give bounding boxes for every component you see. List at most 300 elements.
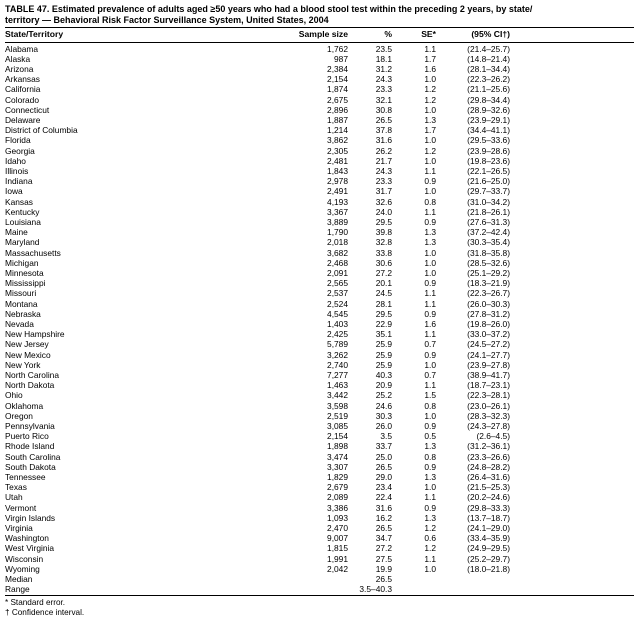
cell-state: Delaware [5, 114, 41, 125]
cell-percent: 25.9 [375, 349, 392, 360]
cell-sample-size: 2,675 [327, 94, 348, 105]
cell-ci: (21.1–25.6) [467, 84, 510, 95]
cell-state: New York [5, 359, 41, 370]
cell-percent: 24.3 [375, 74, 392, 85]
cell-sample-size: 1,403 [327, 318, 348, 329]
cell-sample-size: 3,682 [327, 247, 348, 258]
cell-state: Mississippi [5, 278, 46, 289]
cell-sample-size: 1,843 [327, 165, 348, 176]
cell-sample-size: 2,524 [327, 298, 348, 309]
cell-percent: 20.9 [375, 380, 392, 391]
cell-sample-size: 2,740 [327, 359, 348, 370]
cell-spacer [510, 54, 634, 64]
cell-ci: (38.9–41.7) [467, 370, 510, 380]
cell-percent: 23.3 [375, 84, 392, 95]
cell-se: 1.0 [424, 135, 436, 146]
cell-ci: (27.8–31.2) [467, 308, 510, 319]
table-row [5, 288, 634, 298]
cell-percent: 22.9 [375, 318, 392, 329]
cell-percent: 39.8 [375, 227, 392, 238]
cell-sample-size: 2,491 [327, 186, 348, 197]
cell-percent: 27.5 [375, 553, 392, 564]
cell-se: 1.7 [424, 53, 436, 64]
cell-ci: (25.2–29.7) [467, 553, 510, 564]
cell-sample-size: 2,425 [327, 329, 348, 340]
table-row [5, 543, 634, 553]
cell-ci: (21.5–25.3) [467, 482, 510, 493]
footnote-standard-error: * Standard error. [5, 598, 66, 608]
cell-spacer [510, 492, 634, 502]
cell-state: Massachusetts [5, 247, 61, 258]
cell-se: 0.9 [424, 308, 436, 319]
table-row [5, 197, 634, 207]
table-row [5, 64, 634, 74]
cell-sample-size: 1,815 [327, 543, 348, 554]
cell-ci: (31.0–34.2) [467, 196, 510, 207]
cell-ci: (18.7–23.1) [467, 380, 510, 391]
cell-spacer [510, 64, 634, 74]
cell-percent: 33.7 [375, 441, 392, 452]
table-row [5, 319, 634, 329]
cell-percent: 40.3 [375, 370, 392, 380]
cell-percent: 23.4 [375, 482, 392, 493]
cell-spacer [510, 166, 634, 176]
cell-state: Virgin Islands [5, 512, 56, 523]
cell-percent: 26.2 [375, 145, 392, 156]
cell-sample-size: 2,305 [327, 145, 348, 156]
cell-spacer [510, 95, 634, 105]
cell-se: 1.0 [424, 410, 436, 421]
cell-sample-size: 2,481 [327, 155, 348, 166]
cell-percent: 25.0 [375, 451, 392, 462]
cell-ci: (29.5–33.6) [467, 135, 510, 146]
table-row [5, 462, 634, 472]
cell-state: New Mexico [5, 349, 51, 360]
cell-spacer [510, 105, 634, 115]
cell-ci: (28.3–32.3) [467, 410, 510, 421]
cell-ci: (24.3–27.8) [467, 421, 510, 432]
cell-spacer [510, 135, 634, 145]
cell-se: 0.9 [424, 421, 436, 432]
table-title [5, 4, 634, 25]
cell-se: 1.1 [424, 298, 436, 309]
cell-percent: 30.3 [375, 410, 392, 421]
cell-spacer [510, 370, 634, 380]
cell-ci: (20.2–24.6) [467, 492, 510, 503]
cell-spacer [510, 380, 634, 390]
cell-percent: 35.1 [375, 329, 392, 340]
cell-spacer [510, 513, 634, 523]
cell-state: Range [5, 584, 230, 596]
cell-sample-size: 1,874 [327, 84, 348, 95]
cell-percent: 22.4 [375, 492, 392, 503]
cell-ci: (18.3–21.9) [467, 278, 510, 289]
table-row [5, 125, 634, 135]
cell-se: 0.9 [424, 461, 436, 472]
cell-sample-size: 2,978 [327, 176, 348, 187]
cell-state: Iowa [5, 186, 23, 197]
cell-sample-size: 3,085 [327, 421, 348, 432]
table-row [5, 299, 634, 309]
table-row [5, 248, 634, 258]
footnotes [5, 598, 634, 618]
cell-sample-size [230, 574, 348, 584]
cell-percent: 25.9 [375, 339, 392, 350]
cell-state: West Virginia [5, 543, 55, 554]
table-row [5, 54, 634, 64]
cell-spacer [510, 74, 634, 84]
cell-percent: 24.3 [375, 165, 392, 176]
cell-sample-size: 2,154 [327, 74, 348, 85]
cell-percent: 33.8 [375, 247, 392, 258]
summary-row [5, 584, 634, 596]
table-row [5, 156, 634, 166]
cell-spacer [510, 248, 634, 258]
cell-ci: (22.1–26.5) [467, 165, 510, 176]
cell-spacer [510, 319, 634, 329]
cell-percent: 32.8 [375, 237, 392, 248]
cell-spacer [510, 186, 634, 196]
cell-se: 1.0 [424, 267, 436, 278]
cell-se: 1.2 [424, 84, 436, 95]
cell-state: Indiana [5, 176, 33, 187]
table-row [5, 115, 634, 125]
cell-state: Pennsylvania [5, 421, 55, 432]
cell-se: 1.0 [424, 247, 436, 258]
cell-state: Median [5, 574, 33, 585]
cell-state: Kansas [5, 196, 33, 207]
column-header-spacer [510, 28, 634, 43]
cell-se: 1.1 [424, 380, 436, 391]
table-row [5, 105, 634, 115]
cell-state: Virginia [5, 523, 33, 534]
cell-ci: (18.0–21.8) [467, 563, 510, 574]
cell-percent: 18.1 [375, 53, 392, 64]
cell-percent: 29.5 [375, 216, 392, 227]
cell-state: Michigan [5, 257, 39, 268]
table-row [5, 339, 634, 349]
cell-percent: 24.5 [375, 288, 392, 299]
cell-ci: (23.3–26.6) [467, 451, 510, 462]
cell-state: New Hampshire [5, 329, 65, 340]
cell-percent: 26.5 [375, 523, 392, 534]
table-row [5, 42, 634, 54]
cell-spacer [510, 523, 634, 533]
cell-spacer [510, 288, 634, 298]
cell-spacer [510, 431, 634, 441]
table-row [5, 441, 634, 451]
cell-state: Maryland [5, 237, 40, 248]
cell-percent: 25.9 [375, 359, 392, 370]
cell-ci: (31.2–36.1) [467, 441, 510, 452]
cell-ci: (19.8–23.6) [467, 155, 510, 166]
cell-percent: 23.5 [375, 43, 392, 54]
cell-sample-size: 1,887 [327, 114, 348, 125]
cell-ci: (22.3–26.2) [467, 74, 510, 85]
cell-ci: (22.3–28.1) [467, 390, 510, 401]
cell-spacer [510, 411, 634, 421]
cell-spacer [510, 564, 634, 574]
cell-state: Utah [5, 492, 23, 503]
cell-ci: (28.1–34.4) [467, 63, 510, 74]
cell-spacer [510, 503, 634, 513]
cell-ci: (24.9–29.5) [467, 543, 510, 554]
table-row [5, 431, 634, 441]
table-title-line2: territory — Behavioral Risk Factor Surveillance System, United States, 2004 [5, 14, 329, 25]
cell-ci: (24.1–27.7) [467, 349, 510, 360]
cell-percent: 26.0 [375, 421, 392, 432]
cell-sample-size: 3,442 [327, 390, 348, 401]
cell-se: 1.1 [424, 288, 436, 299]
cell-spacer [510, 42, 634, 54]
cell-percent: 26.5 [375, 461, 392, 472]
cell-sample-size: 4,193 [327, 196, 348, 207]
table-row [5, 452, 634, 462]
cell-se: 1.0 [424, 186, 436, 197]
cell-state: Montana [5, 298, 38, 309]
cell-sample-size: 2,042 [327, 563, 348, 574]
cell-state: Connecticut [5, 104, 50, 115]
cell-percent: 25.2 [375, 390, 392, 401]
cell-state: Rhode Island [5, 441, 55, 452]
table-row [5, 350, 634, 360]
column-header-se: SE* [392, 28, 436, 43]
column-header-sample-size: Sample size [230, 28, 348, 43]
cell-ci: (26.0–30.3) [467, 298, 510, 309]
cell-se: 0.9 [424, 176, 436, 187]
cell-spacer [510, 350, 634, 360]
table-row [5, 523, 634, 533]
cell-se: 0.8 [424, 400, 436, 411]
cell-state: Wyoming [5, 563, 40, 574]
cell-ci: (31.8–35.8) [467, 247, 510, 258]
cell-state: Tennessee [5, 472, 46, 483]
table-row [5, 278, 634, 288]
table-row [5, 370, 634, 380]
cell-se: 1.3 [424, 512, 436, 523]
cell-ci: (34.4–41.1) [467, 125, 510, 136]
cell-percent: 32.6 [375, 196, 392, 207]
cell-ci: (37.2–42.4) [467, 227, 510, 238]
cell-sample-size: 2,091 [327, 267, 348, 278]
cell-percent: 30.6 [375, 257, 392, 268]
table-row [5, 380, 634, 390]
cell-spacer [510, 329, 634, 339]
cell-spacer [510, 146, 634, 156]
cell-state: Puerto Rico [5, 431, 49, 442]
column-header-percent: % [348, 28, 392, 43]
cell-se: 1.1 [424, 206, 436, 217]
cell-state: California [5, 84, 41, 95]
cell-state: Florida [5, 135, 31, 146]
cell-state: Arkansas [5, 74, 40, 85]
cell-state: District of Columbia [5, 125, 78, 136]
cell-spacer [510, 84, 634, 94]
cell-ci: (14.8–21.4) [467, 53, 510, 64]
cell-se: 1.3 [424, 227, 436, 238]
cell-se: 1.6 [424, 318, 436, 329]
table-row [5, 401, 634, 411]
cell-ci: (25.1–29.2) [467, 267, 510, 278]
cell-ci: (28.9–32.6) [467, 104, 510, 115]
table-row [5, 207, 634, 217]
cell-state: South Dakota [5, 461, 56, 472]
cell-state: Texas [5, 482, 27, 493]
cell-se: 1.6 [424, 63, 436, 74]
cell-ci: (21.8–26.1) [467, 206, 510, 217]
cell-state: New Jersey [5, 339, 49, 350]
cell-spacer [510, 227, 634, 237]
cell-ci: (27.6–31.3) [467, 216, 510, 227]
table-row [5, 482, 634, 492]
table-row [5, 186, 634, 196]
cell-sample-size: 1,214 [327, 125, 348, 136]
cell-spacer [510, 533, 634, 543]
cell-state: Idaho [5, 155, 26, 166]
cell-spacer [510, 339, 634, 349]
cell-spacer [510, 258, 634, 268]
table-row [5, 533, 634, 543]
cell-se: 1.1 [424, 165, 436, 176]
table-row [5, 95, 634, 105]
cell-sample-size: 5,789 [327, 339, 348, 350]
column-header-state: State/Territory [5, 28, 230, 43]
cell-percent: 34.7 [375, 533, 392, 544]
cell-spacer [510, 309, 634, 319]
cell-percent: 3.5–40.3 [348, 584, 392, 596]
cell-spacer [510, 401, 634, 411]
cell-state: Washington [5, 533, 49, 544]
cell-se: 1.3 [424, 441, 436, 452]
cell-sample-size: 3,474 [327, 451, 348, 462]
cell-spacer [510, 299, 634, 309]
cell-sample-size: 2,384 [327, 63, 348, 74]
cell-sample-size: 4,545 [327, 308, 348, 319]
table-row [5, 135, 634, 145]
cell-state: Oklahoma [5, 400, 44, 411]
cell-sample-size: 2,089 [327, 492, 348, 503]
cell-ci: (21.4–25.7) [467, 43, 510, 54]
cell-sample-size: 3,307 [327, 461, 348, 472]
cell-state: Alabama [5, 43, 39, 54]
cell-state: Illinois [5, 165, 29, 176]
cell-percent: 3.5 [380, 431, 392, 442]
table-title-line1: TABLE 47. Estimated prevalence of adults aged ≥50 years who had a blood stool test within the preceding 2 years, by state/ [5, 4, 533, 14]
cell-se [392, 574, 436, 584]
cell-sample-size: 2,468 [327, 257, 348, 268]
cell-spacer [510, 390, 634, 400]
column-header-ci: (95% CI†) [436, 28, 510, 43]
cell-se: 1.2 [424, 523, 436, 534]
cell-spacer [510, 554, 634, 564]
cell-se: 1.0 [424, 359, 436, 370]
cell-ci: (24.8–28.2) [467, 461, 510, 472]
table-row [5, 492, 634, 502]
cell-spacer [510, 278, 634, 288]
cell-state: Vermont [5, 502, 37, 513]
cell-sample-size: 2,896 [327, 104, 348, 115]
cell-spacer [510, 421, 634, 431]
cell-percent: 26.5 [375, 114, 392, 125]
cell-percent: 31.2 [375, 63, 392, 74]
cell-sample-size: 3,386 [327, 502, 348, 513]
cell-spacer [510, 360, 634, 370]
cell-spacer [510, 268, 634, 278]
cell-ci: (24.5–27.2) [467, 339, 510, 350]
cell-sample-size: 2,679 [327, 482, 348, 493]
cell-se: 1.0 [424, 482, 436, 493]
cell-se: 1.5 [424, 390, 436, 401]
cell-se: 0.9 [424, 502, 436, 513]
cell-percent: 29.0 [375, 472, 392, 483]
cell-se: 0.8 [424, 196, 436, 207]
cell-ci: (24.1–29.0) [467, 523, 510, 534]
cell-state: Georgia [5, 145, 35, 156]
table-row [5, 166, 634, 176]
cell-ci [436, 574, 510, 584]
cell-spacer [510, 482, 634, 492]
cell-ci: (2.6–4.5) [476, 431, 510, 442]
cell-state: South Carolina [5, 451, 61, 462]
cell-state: Alaska [5, 53, 31, 64]
cell-spacer [510, 237, 634, 247]
cell-ci: (29.8–33.3) [467, 502, 510, 513]
cell-percent: 20.1 [375, 278, 392, 289]
cell-se: 1.3 [424, 472, 436, 483]
cell-ci: (30.3–35.4) [467, 237, 510, 248]
cell-state: North Dakota [5, 380, 55, 391]
cell-state: Louisiana [5, 216, 41, 227]
table-row [5, 268, 634, 278]
cell-state: Ohio [5, 390, 23, 401]
cell-ci: (23.0–26.1) [467, 400, 510, 411]
cell-sample-size: 3,889 [327, 216, 348, 227]
summary-row [5, 574, 634, 584]
cell-state: Nevada [5, 318, 34, 329]
cell-se: 1.3 [424, 237, 436, 248]
cell-state: Oregon [5, 410, 33, 421]
cell-sample-size: 2,154 [327, 431, 348, 442]
cell-ci: (23.9–27.8) [467, 359, 510, 370]
cell-percent: 32.1 [375, 94, 392, 105]
cell-sample-size: 3,367 [327, 206, 348, 217]
cell-sample-size: 1,762 [327, 43, 348, 54]
table-row [5, 390, 634, 400]
cell-percent: 27.2 [375, 267, 392, 278]
cell-ci: (29.8–34.4) [467, 94, 510, 105]
cell-sample-size: 2,537 [327, 288, 348, 299]
cell-sample-size: 1,898 [327, 441, 348, 452]
cell-ci: (23.9–29.1) [467, 114, 510, 125]
cell-se: 1.2 [424, 94, 436, 105]
table-row [5, 146, 634, 156]
cell-percent: 16.2 [375, 512, 392, 523]
cell-sample-size: 3,262 [327, 349, 348, 360]
table-row [5, 217, 634, 227]
cell-se: 1.2 [424, 543, 436, 554]
cell-ci: (29.7–33.7) [467, 186, 510, 197]
cell-state: Nebraska [5, 308, 41, 319]
cell-spacer [510, 584, 634, 596]
cell-percent: 30.8 [375, 104, 392, 115]
cell-se: 0.7 [424, 370, 436, 380]
cell-se: 1.0 [424, 257, 436, 268]
table-row [5, 329, 634, 339]
cell-se [392, 584, 436, 596]
table-row [5, 513, 634, 523]
cell-sample-size: 2,018 [327, 237, 348, 248]
cell-se: 1.7 [424, 125, 436, 136]
